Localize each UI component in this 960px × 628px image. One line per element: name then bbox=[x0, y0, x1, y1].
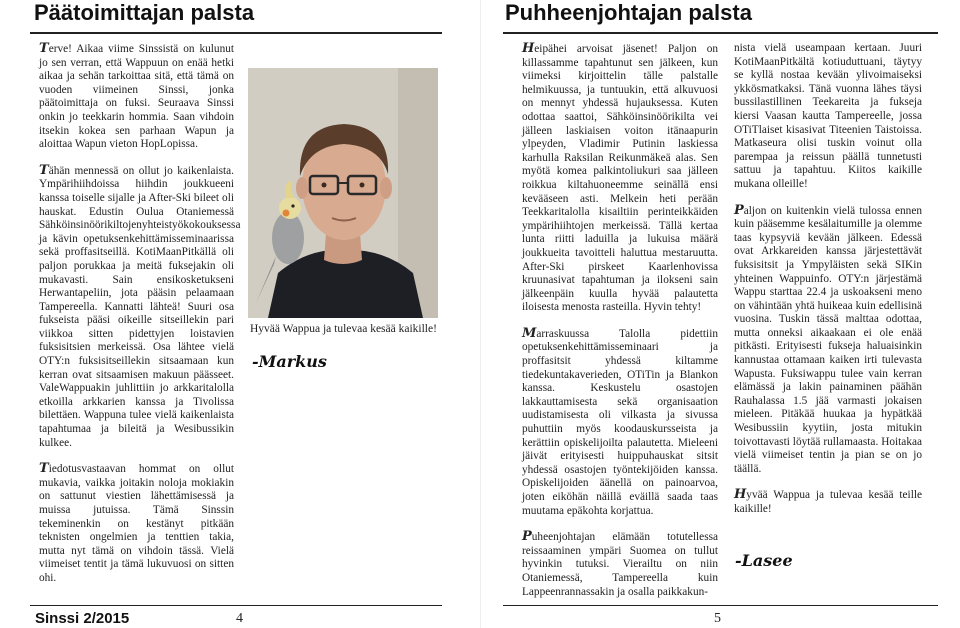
page-gutter bbox=[480, 0, 481, 628]
right-page-heading: Puhheenjohtajan palsta bbox=[505, 0, 752, 25]
left-page-number: 4 bbox=[236, 611, 243, 626]
right-paragraph-5 bbox=[734, 204, 922, 477]
paragraph-text: erve! Aikaa viime Sinssistä on kulunut jo sen verran, että Wappuun on enää hetki aikaa ja sehän tarkoittaa sitä, että tämä on vuoden viimeinen Sinssi, jonka päätoimittaja on fuksi. Seuraava Sinssi onkin jo teekkarin hommia. Saan vihdoin itsekin kokea sen parhaan Wapun ja aloittaa Wapun vieton HopLopissa. bbox=[39, 43, 234, 151]
left-signature: -Markus bbox=[252, 352, 327, 371]
paragraph-text: arraskuussa Talolla pidettiin opetuksenkehittämisseminaari ja proffasitsit yhdessä kiltamme tiedekuntakaverieden, OTiTin ja Blankon kanssa. Keskustelu osastojen lakkauttamisesta sekä organisaation uudistamisesta oli vilkasta ja sivussa puhuttiin myös koodauskursseista ja kerättiin opiskelijoilta palautetta. Mieleeni jäivät erityisesti huippuhauskat sitsit yhdessä osastojen työntekijöiden kanssa. Opiskelijoiden äänellä on painoarvoa, joten eiköhän näillä eväillä saada taas muutama epäkohta korjattua. bbox=[522, 327, 718, 517]
right-article-column-1 bbox=[522, 42, 718, 611]
paragraph-text: yvää Wappua ja tulevaa kesää teille kaikille! bbox=[734, 489, 922, 515]
dropcap: P bbox=[734, 202, 744, 218]
right-paragraph-3 bbox=[522, 530, 718, 599]
paragraph-text: uheenjohtajan elämään totutellessa reissaaminen ympäri Suomea on tullut hyvinkin tutuksi. Vierailtu on niin Otaniemessä, Tampereella kuin Lappeenrannassakin ja osalla paikkakun- bbox=[522, 531, 718, 598]
left-article-column bbox=[39, 41, 241, 598]
paragraph-text: aljon on kuitenkin vielä tulossa ennen kuin pääsemme kesälaitumille ja olemme taas kypsyviä kevään jälkeen. Edessä ovat Arkkareiden kanssa järjestettävät fuksisitsit ja Ympyläisten sekä SIKin yhteinen Wappuinfo. OTY:n järjestämä Wappu starttaa 22.4 ja uskoakseni meno on vähintään yhtä huikeaa kuin edellisinä vuosina. Tuskin tässä malttaa odottaa, mutta onneksi aikaakaan ei ole enää pitkästi. Erityisesti fukseja haluaisinkin kannustaa ottamaan kaiken irti tulevasta Wapusta. Fuksiwappu tulee vain kerran elämässä ja lakin painaminen päähän Rauhalassa 1.5 jää varmasti jokaisen mieleen. Pitäkää huukaa ja hypätkää Wesibussiin kyytiin, josta mitukin toivottavasti löytää rullamaasta. Hoitakaa vielä viimeiset tentin ja pian se on jo täällä. bbox=[734, 204, 922, 475]
dropcap: T bbox=[39, 41, 49, 56]
right-heading-rule bbox=[503, 32, 938, 34]
left-paragraph-1 bbox=[39, 42, 234, 152]
magazine-issue: Sinssi 2/2015 bbox=[35, 610, 130, 627]
paragraph-text: iedotusvastaavan hommat on ollut mukavia, vaikka joitakin noloja mokiakin on sattunut viestien lähettämisessä ja muissa jutuissa. Tämä Sinssin tekeminenkin on kestänyt pitkään teknisten ongelmien ja tenttien takia, mutta nyt tämä on vihdoin tässä. Vielä viimeiset tentit ja tämä lukuvuosi on sitten ohi. bbox=[39, 463, 234, 584]
left-paragraph-3 bbox=[39, 462, 234, 585]
left-footer-rule bbox=[30, 605, 442, 606]
left-page-heading: Päätoimittajan palsta bbox=[34, 0, 255, 25]
portrait-with-bird-image bbox=[248, 68, 438, 318]
right-paragraph-2 bbox=[522, 327, 718, 518]
dropcap: T bbox=[39, 162, 49, 178]
paragraph-text: eipähei arvoisat jäsenet! Paljon on killassamme tapahtunut sen jälkeen, kun viimeksi kirjoittelin tälle palstalle helmikuussa, ja tuntuukin, että alkuvuosi on mennyt yhdessä hujauksessa. Kuten odottaa saattoi, Sähköinsinöörikilta vei jälleen laskiaisen voiton itänaapurin ylpeyden, Vladimir Putinin laskiessa karhulla Raksilan Reikunmäkeä alas. Sen myötä komea palkintoliukuri saa jälleen roikkua kiltahuoneemme seinällä ensi kevääseen asti. Melkein heti perään Teekkaritalolla kisailtiin perinteikkäiden ympärihiihtojen merkeissä. Tällä kertaa lunta riitti laduilla ja lukuisa määrä joukkueita tavoitteli haluttua mestaruutta. After-Ski pirskeet Kaarlenhovissa kruunasivat tapahtuman ja ilokseni sain jälkeenpäin kuulla hyvää palautetta iloisesta menosta rasteilla. Hyvin tehty! bbox=[522, 43, 718, 314]
right-page-number: 5 bbox=[714, 611, 721, 626]
editor-photo bbox=[248, 68, 438, 318]
left-heading-rule bbox=[30, 32, 442, 34]
dropcap: M bbox=[522, 325, 537, 341]
right-paragraph-1 bbox=[522, 42, 718, 315]
right-article-column-2 bbox=[734, 42, 922, 529]
paragraph-text: nista vielä useampaan kertaan. Juuri KotiMaanPitkältä kotiuduttuani, täytyy se kyllä nostaa kevään ylivoimaiseksi ykkösmatkaksi. Tänä vuonna lähes täysi bussilastillinen Teekareita ja fukseja kiersi Vaasan kautta Tampereelle, jossa OTiTlaiset kisasivat Titeenien Taistoissa. Matkaseura olisi tuskin voinut olla parempaa ja reissun päällä tunnetusti sattuu ja tapahtuu. Kiitos kaikille mukana olleille! bbox=[734, 42, 922, 190]
right-paragraph-6 bbox=[734, 488, 922, 516]
right-paragraph-4 bbox=[734, 42, 922, 192]
left-paragraph-2 bbox=[39, 162, 241, 450]
dropcap: H bbox=[522, 41, 535, 56]
right-signature: -Lasee bbox=[735, 551, 793, 570]
right-footer-rule bbox=[503, 605, 938, 606]
dropcap: H bbox=[734, 487, 747, 503]
photo-caption: Hyvää Wappua ja tulevaa kesää kaikille! bbox=[250, 323, 437, 335]
paragraph-text: ähän mennessä on ollut jo kaikenlaista. Ympärihiihdoissa hiihdin joukkueeni kanssa toiselle sijalle ja After-Ski bileet oli hauskat. Edustin Oulua Otaniemessä Sähköinsinöörikiltojenyhteistyökokouksessa ja kävin opetuksenkehittämisseminaarissa sekä proffasitseillä. KotiMaanPitkällä oli paljon porukkaa ja meitä fuksejakin oli mukavasti. Sain ensikosketukseni Herwantapeliin, jota pääsin pelaamaan Tampereella. Kannatti lähteä! Suuri osa fukseista pääsi oikeille sitseillekin pari viikkoa sitten pidettyjen loistavien fuksisitsien merkeissä. Osa lähtee vielä OTY:n fuksisitseillekin sitsaamaan kun kerran ovat sitsaamisen makuun päässeet. ValeWappuakin juhlittiin jo arkkaritalolla etkoilla arkkarien kanssa ja Tivolissa bilettäen. Wappuna tulee vielä kaikenlaista tapahtumaa ja bileitä ja Wesibussikin kulkee. bbox=[39, 164, 241, 449]
dropcap: T bbox=[39, 461, 49, 477]
dropcap: P bbox=[522, 529, 532, 545]
